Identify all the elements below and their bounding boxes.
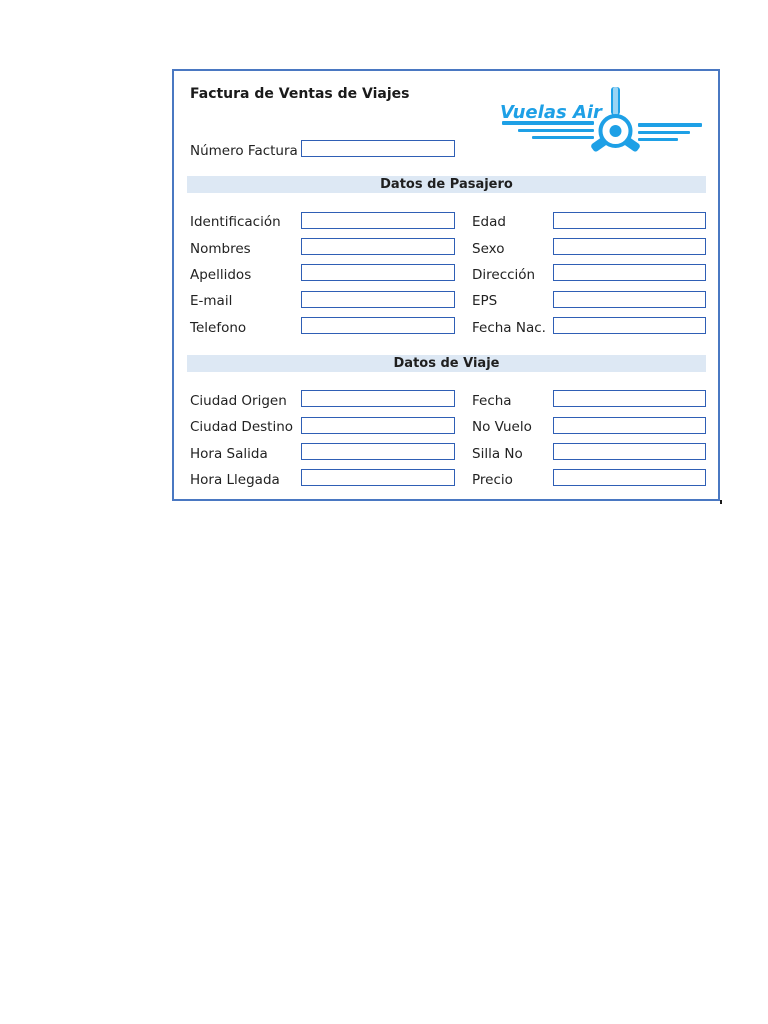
price-label: Precio: [472, 472, 513, 488]
eps-label: EPS: [472, 293, 498, 309]
birth-date-label: Fecha Nac.: [472, 320, 546, 336]
vuelas-air-logo: [496, 80, 708, 164]
seat-number-input[interactable]: [553, 443, 706, 460]
form-title: Factura de Ventas de Viajes: [190, 86, 410, 102]
email-label: E-mail: [190, 293, 233, 309]
invoice-number-label: Número Factura: [190, 143, 298, 159]
address-label: Dirección: [472, 267, 536, 283]
flight-number-label: No Vuelo: [472, 419, 532, 435]
address-input[interactable]: [553, 264, 706, 281]
email-input[interactable]: [301, 291, 455, 308]
last-names-label: Apellidos: [190, 267, 252, 283]
corner-mark: [720, 500, 722, 504]
flight-number-input[interactable]: [553, 417, 706, 434]
sex-label: Sexo: [472, 241, 505, 257]
arrival-time-label: Hora Llegada: [190, 472, 280, 488]
phone-label: Telefono: [190, 320, 247, 336]
sex-input[interactable]: [553, 238, 706, 255]
date-label: Fecha: [472, 393, 512, 409]
origin-city-label: Ciudad Origen: [190, 393, 287, 409]
age-input[interactable]: [553, 212, 706, 229]
birth-date-input[interactable]: [553, 317, 706, 334]
seat-number-label: Silla No: [472, 446, 523, 462]
arrival-time-input[interactable]: [301, 469, 455, 486]
phone-input[interactable]: [301, 317, 455, 334]
departure-time-label: Hora Salida: [190, 446, 268, 462]
age-label: Edad: [472, 214, 506, 230]
last-names-input[interactable]: [301, 264, 455, 281]
identification-label: Identificación: [190, 214, 281, 230]
trip-section-header: Datos de Viaje: [187, 355, 706, 372]
destination-city-input[interactable]: [301, 417, 455, 434]
first-names-input[interactable]: [301, 238, 455, 255]
invoice-number-input[interactable]: [301, 140, 455, 157]
first-names-label: Nombres: [190, 241, 251, 257]
eps-input[interactable]: [553, 291, 706, 308]
price-input[interactable]: [553, 469, 706, 486]
departure-time-input[interactable]: [301, 443, 455, 460]
origin-city-input[interactable]: [301, 390, 455, 407]
destination-city-label: Ciudad Destino: [190, 419, 294, 435]
logo-text: Vuelas Air: [500, 102, 602, 123]
identification-input[interactable]: [301, 212, 455, 229]
passenger-section-header: Datos de Pasajero: [187, 176, 706, 193]
date-input[interactable]: [553, 390, 706, 407]
